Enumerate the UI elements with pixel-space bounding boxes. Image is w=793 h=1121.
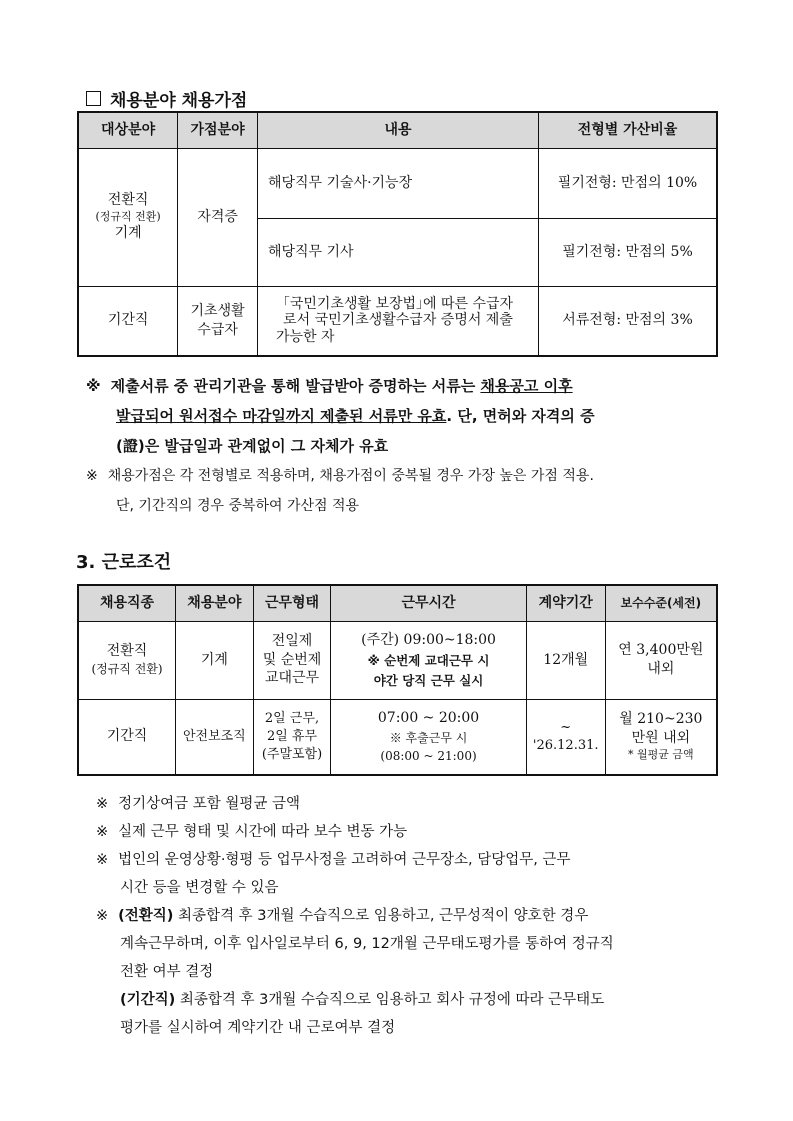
section2-title: 3. 근로조건 [76, 552, 172, 573]
header-cell: 내용 [257, 112, 538, 148]
notes-block-1: ※ 제출서류 중 관리기관을 통해 발급받아 증명하는 서류는 채용공고 이후 발급되어 원서접수 마감일까지 제출된 서류만 유효. 단, 면허와 자격의 증 (證)은 발급일과 관계없이 그 자체가 유효 ※ 채용가점은 각 전형별로 적용하며, 채용가점이 중복될 경우 가장 높은 가점 적용. 단, 기간직의 경우 중복하여 가산점 적용 [86, 371, 726, 521]
header-cell: 보수수준(세전) [605, 585, 717, 621]
notes-block-2: ※ 정기상여금 포함 월평균 금액 ※ 실제 근무 형태 및 시간에 따라 보수 변동 가능 ※ 법인의 운영상황·형평 등 업무사정을 고려하여 근무장소, 담당업무, 근무 시간 등을 변경할 수 있음 ※ (전환직) 최종합격 후 3개월 수습직으로 임용하고, 근무성적이 양호한 경우 계속근무하며, 이후 입사일로부터 6, 9, 12개월 근무태도평가를 통하여 정규직 전환 여부 결정 (기간직) 최종합격 후 3개월 수습직으로 임용하고 회사 규정에 따라 근무태도 평가를 실시하여 계약기간 내 근로여부 결정 [96, 790, 726, 1042]
work-conditions-table [77, 584, 718, 776]
header-cell: 계약기간 [526, 585, 605, 621]
target-cell: 전환직 (정규직 전환) 기계 [78, 148, 178, 286]
header-cell: 전형별 가산비율 [539, 112, 717, 148]
content-cell: 해당직무 기술사·기능장 [257, 148, 538, 218]
field-cell: 자격증 [178, 148, 258, 286]
content-cell: 해당직무 기사 [257, 218, 538, 286]
table-row [78, 286, 717, 356]
table-row [78, 621, 717, 699]
ratio-cell: 서류전형: 만점의 3% [539, 286, 717, 356]
note-bonus: ※ 채용가점은 각 전형별로 적용하며, 채용가점이 중복될 경우 가장 높은 가점 적용. [86, 468, 594, 484]
note-item: ※ 법인의 운영상황·형평 등 업무사정을 고려하여 근무장소, 담당업무, 근무 [96, 852, 571, 868]
note-item: (기간직) 최종합격 후 3개월 수습직으로 임용하고 회사 규정에 따라 근무태도 [120, 992, 605, 1008]
section1-title-text: 채용분야 채용가점 [110, 91, 248, 111]
content-cell: ｢국민기초생활 보장법｣에 따른 수급자 로서 국민기초생활수급자 증명서 제출 가능한 자 [257, 286, 538, 356]
field-cell: 안전보조직 [176, 699, 254, 775]
table-header-row [78, 585, 717, 621]
time-cell: (주간) 09:00~18:00 ※ 순번제 교대근무 시 야간 당직 근무 실시 [331, 621, 526, 699]
time-cell: 07:00 ~ 20:00 ※ 후출근무 시 (08:00 ~ 21:00) [331, 699, 526, 775]
table-header-row [78, 112, 717, 148]
section1-title [86, 86, 247, 111]
header-cell: 근무형태 [253, 585, 331, 621]
note-item: ※ 실제 근무 형태 및 시간에 따라 보수 변동 가능 [96, 824, 408, 840]
field-cell: 기초생활 수급자 [178, 286, 258, 356]
ratio-cell: 필기전형: 만점의 5% [539, 218, 717, 286]
note-documents: ※ 제출서류 중 관리기관을 통해 발급받아 증명하는 서류는 채용공고 이후 [86, 377, 573, 395]
header-cell: 가점분야 [178, 112, 258, 148]
type-cell: 전환직 (정규직 전환) [78, 621, 176, 699]
form-cell: 전일제 및 순번제 교대근무 [253, 621, 331, 699]
target-cell: 기간직 [78, 286, 178, 356]
field-cell: 기계 [176, 621, 254, 699]
form-cell: 2일 근무, 2일 휴무 (주말포함) [253, 699, 331, 775]
note-item: ※ 정기상여금 포함 월평균 금액 [96, 796, 301, 812]
table-row [78, 699, 717, 775]
table-row [78, 148, 717, 218]
type-cell: 기간직 [78, 699, 176, 775]
header-cell: 대상분야 [78, 112, 178, 148]
header-cell: 채용직종 [78, 585, 176, 621]
checkbox-icon [86, 91, 101, 106]
bonus-table [77, 111, 718, 357]
period-cell: 12개월 [526, 621, 605, 699]
ratio-cell: 필기전형: 만점의 10% [539, 148, 717, 218]
pay-cell: 월 210~230 만원 내외 * 월평균 금액 [605, 699, 717, 775]
header-cell: 채용분야 [176, 585, 254, 621]
header-cell: 근무시간 [331, 585, 526, 621]
period-cell: ~ '26.12.31. [526, 699, 605, 775]
note-item: ※ (전환직) 최종합격 후 3개월 수습직으로 임용하고, 근무성적이 양호한 경우 [96, 908, 589, 924]
pay-cell: 연 3,400만원 내외 [605, 621, 717, 699]
